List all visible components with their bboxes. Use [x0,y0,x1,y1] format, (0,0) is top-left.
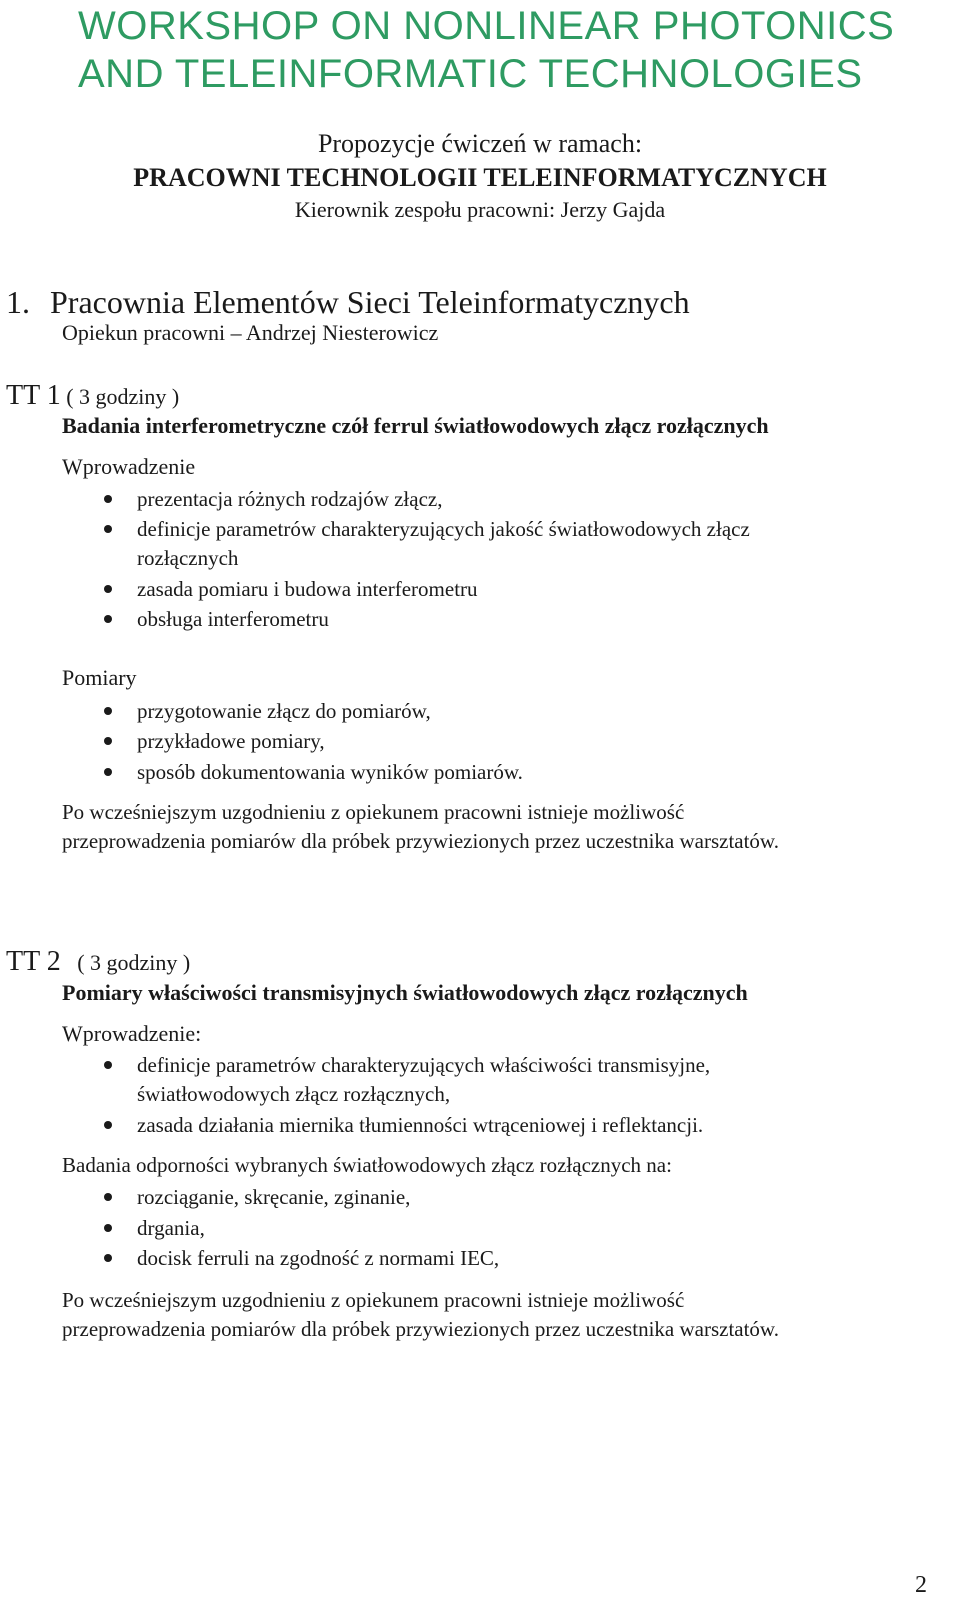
workshop-title-line-1: WORKSHOP ON NONLINEAR PHOTONICS [78,4,895,48]
list-item-text: światłowodowych złącz rozłącznych, [137,1082,451,1106]
tt1-label: TT 1 [6,380,61,411]
tt1-intro-heading: Wprowadzenie [62,454,196,479]
proposals-subtitle: Propozycje ćwiczeń w ramach: [317,129,643,158]
list-item-text: rozłącznych [137,546,239,570]
tt2-note-line-1: Po wcześniejszym uzgodnieniu z opiekunem pracowni istnieje możliwość [62,1288,685,1312]
list-item-text: przykładowe pomiary, [137,729,325,753]
bullet-icon [104,768,112,776]
section-heading [6,282,690,322]
tt1-heading [6,381,179,412]
head-of-team: Kierownik zespołu pracowni: Jerzy Gajda [294,197,666,222]
tt2-label: TT 2 [6,946,61,977]
list-item-text: zasada pomiaru i budowa interferometru [137,577,478,601]
tt2-note-line-2: przeprowadzenia pomiarów dla próbek przywiezionych przez uczestnika warsztatów. [62,1317,779,1341]
tt1-note-line-2: przeprowadzenia pomiarów dla próbek przywiezionych przez uczestnika warsztatów. [62,829,779,853]
list-item-text: prezentacja różnych rodzajów złącz, [137,487,443,511]
page-number: 2 [915,1572,927,1598]
bullet-icon [104,737,112,745]
bullet-icon [104,1254,112,1262]
bullet-icon [104,615,112,623]
section-supervisor: Opiekun pracowni – Andrzej Niesterowicz [62,320,439,345]
bullet-icon [104,1061,112,1069]
list-item-text: przygotowanie złącz do pomiarów, [137,699,431,723]
tt2-intro-heading: Wprowadzenie: [62,1021,202,1046]
section-number: 1. [6,284,30,320]
bullet-icon [104,495,112,503]
tt2-title: Pomiary właściwości transmisyjnych światłowodowych złącz rozłącznych [62,980,748,1005]
bullet-icon [104,1193,112,1201]
tt2-heading [6,947,190,978]
section-title: Pracownia Elementów Sieci Teleinformatycznych [50,284,690,320]
bullet-icon [104,525,112,533]
tt1-title: Badania interferometryczne czół ferrul światłowodowych złącz rozłącznych [62,413,769,438]
bullet-icon [104,1224,112,1232]
tt1-duration: ( 3 godziny ) [66,384,180,409]
tt2-resistance-heading: Badania odporności wybranych światłowodowych złącz rozłącznych na: [62,1153,672,1177]
list-item-text: zasada działania miernika tłumienności wtrąceniowej i reflektancji. [137,1113,704,1137]
list-item-text: rozciąganie, skręcanie, zginanie, [137,1185,411,1209]
bullet-icon [104,585,112,593]
bullet-icon [104,707,112,715]
lab-name: PRACOWNI TECHNOLOGII TELEINFORMATYCZNYCH [133,163,827,192]
bullet-icon [104,1121,112,1129]
workshop-title-line-2: AND TELEINFORMATIC TECHNOLOGIES [78,52,863,96]
list-item-text: sposób dokumentowania wyników pomiarów. [137,760,523,784]
list-item-text: obsługa interferometru [137,607,329,631]
list-item-text: drgania, [137,1216,205,1240]
tt2-duration: ( 3 godziny ) [77,950,191,975]
tt1-measure-heading: Pomiary [62,665,137,690]
list-item-text: definicje parametrów charakteryzujących właściwości transmisyjne, [137,1053,711,1077]
tt1-note-line-1: Po wcześniejszym uzgodnieniu z opiekunem pracowni istnieje możliwość [62,800,685,824]
list-item-text: docisk ferruli na zgodność z normami IEC, [137,1246,500,1270]
list-item-text: definicje parametrów charakteryzujących jakość światłowodowych złącz [137,517,750,541]
